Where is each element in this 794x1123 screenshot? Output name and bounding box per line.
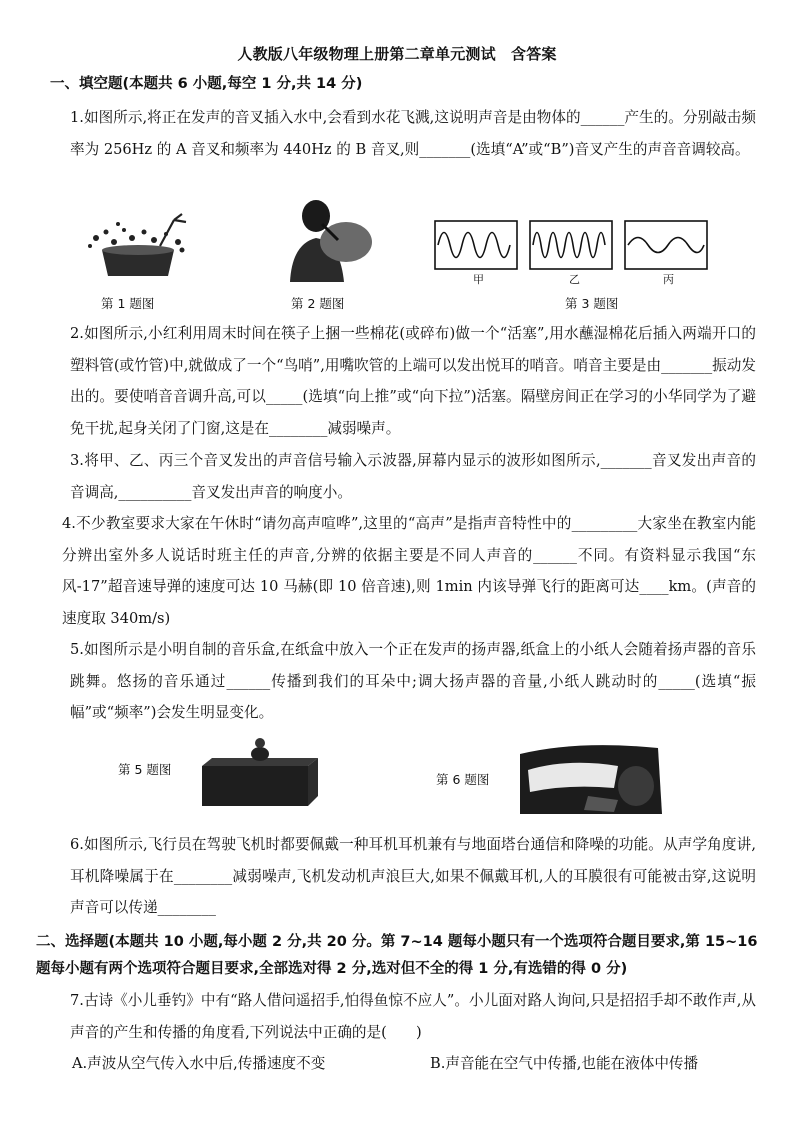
figure-5-caption: 第 5 题图	[118, 762, 172, 777]
figure-3-caption: 第 3 题图	[565, 296, 619, 311]
question-7-option-a: A.声波从空气传入水中后,传播速度不变	[72, 1055, 326, 1072]
figure-6-caption: 第 6 题图	[436, 772, 490, 787]
question-7-option-b: B.声音能在空气中传播,也能在液体中传播	[430, 1055, 699, 1072]
question-5: 5.如图所示是小明自制的音乐盒,在纸盒中放入一个正在发声的扬声器,纸盒上的小纸人会随着扬声器的音乐跳舞。悠扬的音乐通过______传播到我们的耳朵中;调大扬声器的音量,小纸人跳动时的_____(选填“振幅”或“频率”)会发生明显变化。	[70, 641, 756, 721]
section-multiple-choice-heading: 二、选择题(本题共 10 小题,每小题 2 分,共 20 分。第 7~14 题每小题只有一个选项符合题目要求,第 15~16 题每小题有两个选项符合题目要求,全部选对得 2 分,选对但不全的得 1 分,有选错的得 0 分)	[36, 934, 758, 977]
waveform-label-jia: 甲	[473, 273, 484, 286]
page-title: 人教版八年级物理上册第二章单元测试 含答案	[237, 45, 557, 63]
figure-2-caption: 第 2 题图	[291, 296, 345, 311]
section-fill-blank-heading: 一、填空题(本题共 6 小题,每空 1 分,共 14 分)	[50, 76, 363, 92]
figure-5-music-box	[196, 736, 322, 808]
figure-1-tuning-fork-water	[82, 212, 192, 280]
question-6: 6.如图所示,飞行员在驾驶飞机时都要佩戴一种耳机耳机兼有与地面塔台通信和降噪的功能。从声学角度讲,耳机降噪属于在________减弱噪声,飞机发动机声浪巨大,如果不佩戴耳机,人的耳膜很有可能被击穿,这说明声音可以传递________	[70, 836, 756, 916]
waveform-label-yi: 乙	[569, 273, 580, 286]
question-1: 1.如图所示,将正在发声的音叉插入水中,会看到水花飞溅,这说明声音是由物体的______产生的。分别敲击频率为 256Hz 的 A 音叉和频率为 440Hz 的 B 音叉,则_______(选填“A”或“B”)音叉产生的声音音调较高。	[70, 109, 756, 158]
question-7: 7.古诗《小儿垂钓》中有“路人借问遥招手,怕得鱼惊不应人”。小儿面对路人询问,只是招招手却不敢作声,从声音的产生和传播的角度看,下列说法中正确的是( )	[70, 992, 756, 1041]
figure-6-pilot	[518, 740, 664, 814]
figure-1-caption: 第 1 题图	[101, 296, 155, 311]
question-3: 3.将甲、乙、丙三个音叉发出的声音信号输入示波器,屏幕内显示的波形如图所示,_______音叉发出声音的音调高,__________音叉发出声音的响度小。	[70, 452, 756, 501]
question-4: 4.不少教室要求大家在午休时“请勿高声喧哗”,这里的“高声”是指声音特性中的_________大家坐在教室内能分辨出室外多人说话时班主任的声音,分辨的依据主要是不同人声音的______不同。有资料显示我国“东风-17”超音速导弹的速度可达 10 马赫(即 10 倍音速),则 1min 内该导弹飞行的距离可达____km。(声音的速度取 340m/s)	[62, 515, 756, 627]
figure-2-bird-whistle	[282, 198, 374, 282]
waveform-label-bing: 丙	[663, 273, 674, 286]
question-2: 2.如图所示,小红利用周末时间在筷子上捆一些棉花(或碎布)做一个“活塞”,用水蘸湿棉花后插入两端开口的塑料管(或竹管)中,就做成了一个“鸟哨”,用嘴吹管的上端可以发出悦耳的哨音。哨音主要是由_______振动发出的。要使哨音音调升高,可以_____(选填“向上推”或“向下拉”)活塞。隔壁房间正在学习的小华同学为了避免干扰,起身关闭了门窗,这是在________减弱噪声。	[70, 325, 756, 437]
